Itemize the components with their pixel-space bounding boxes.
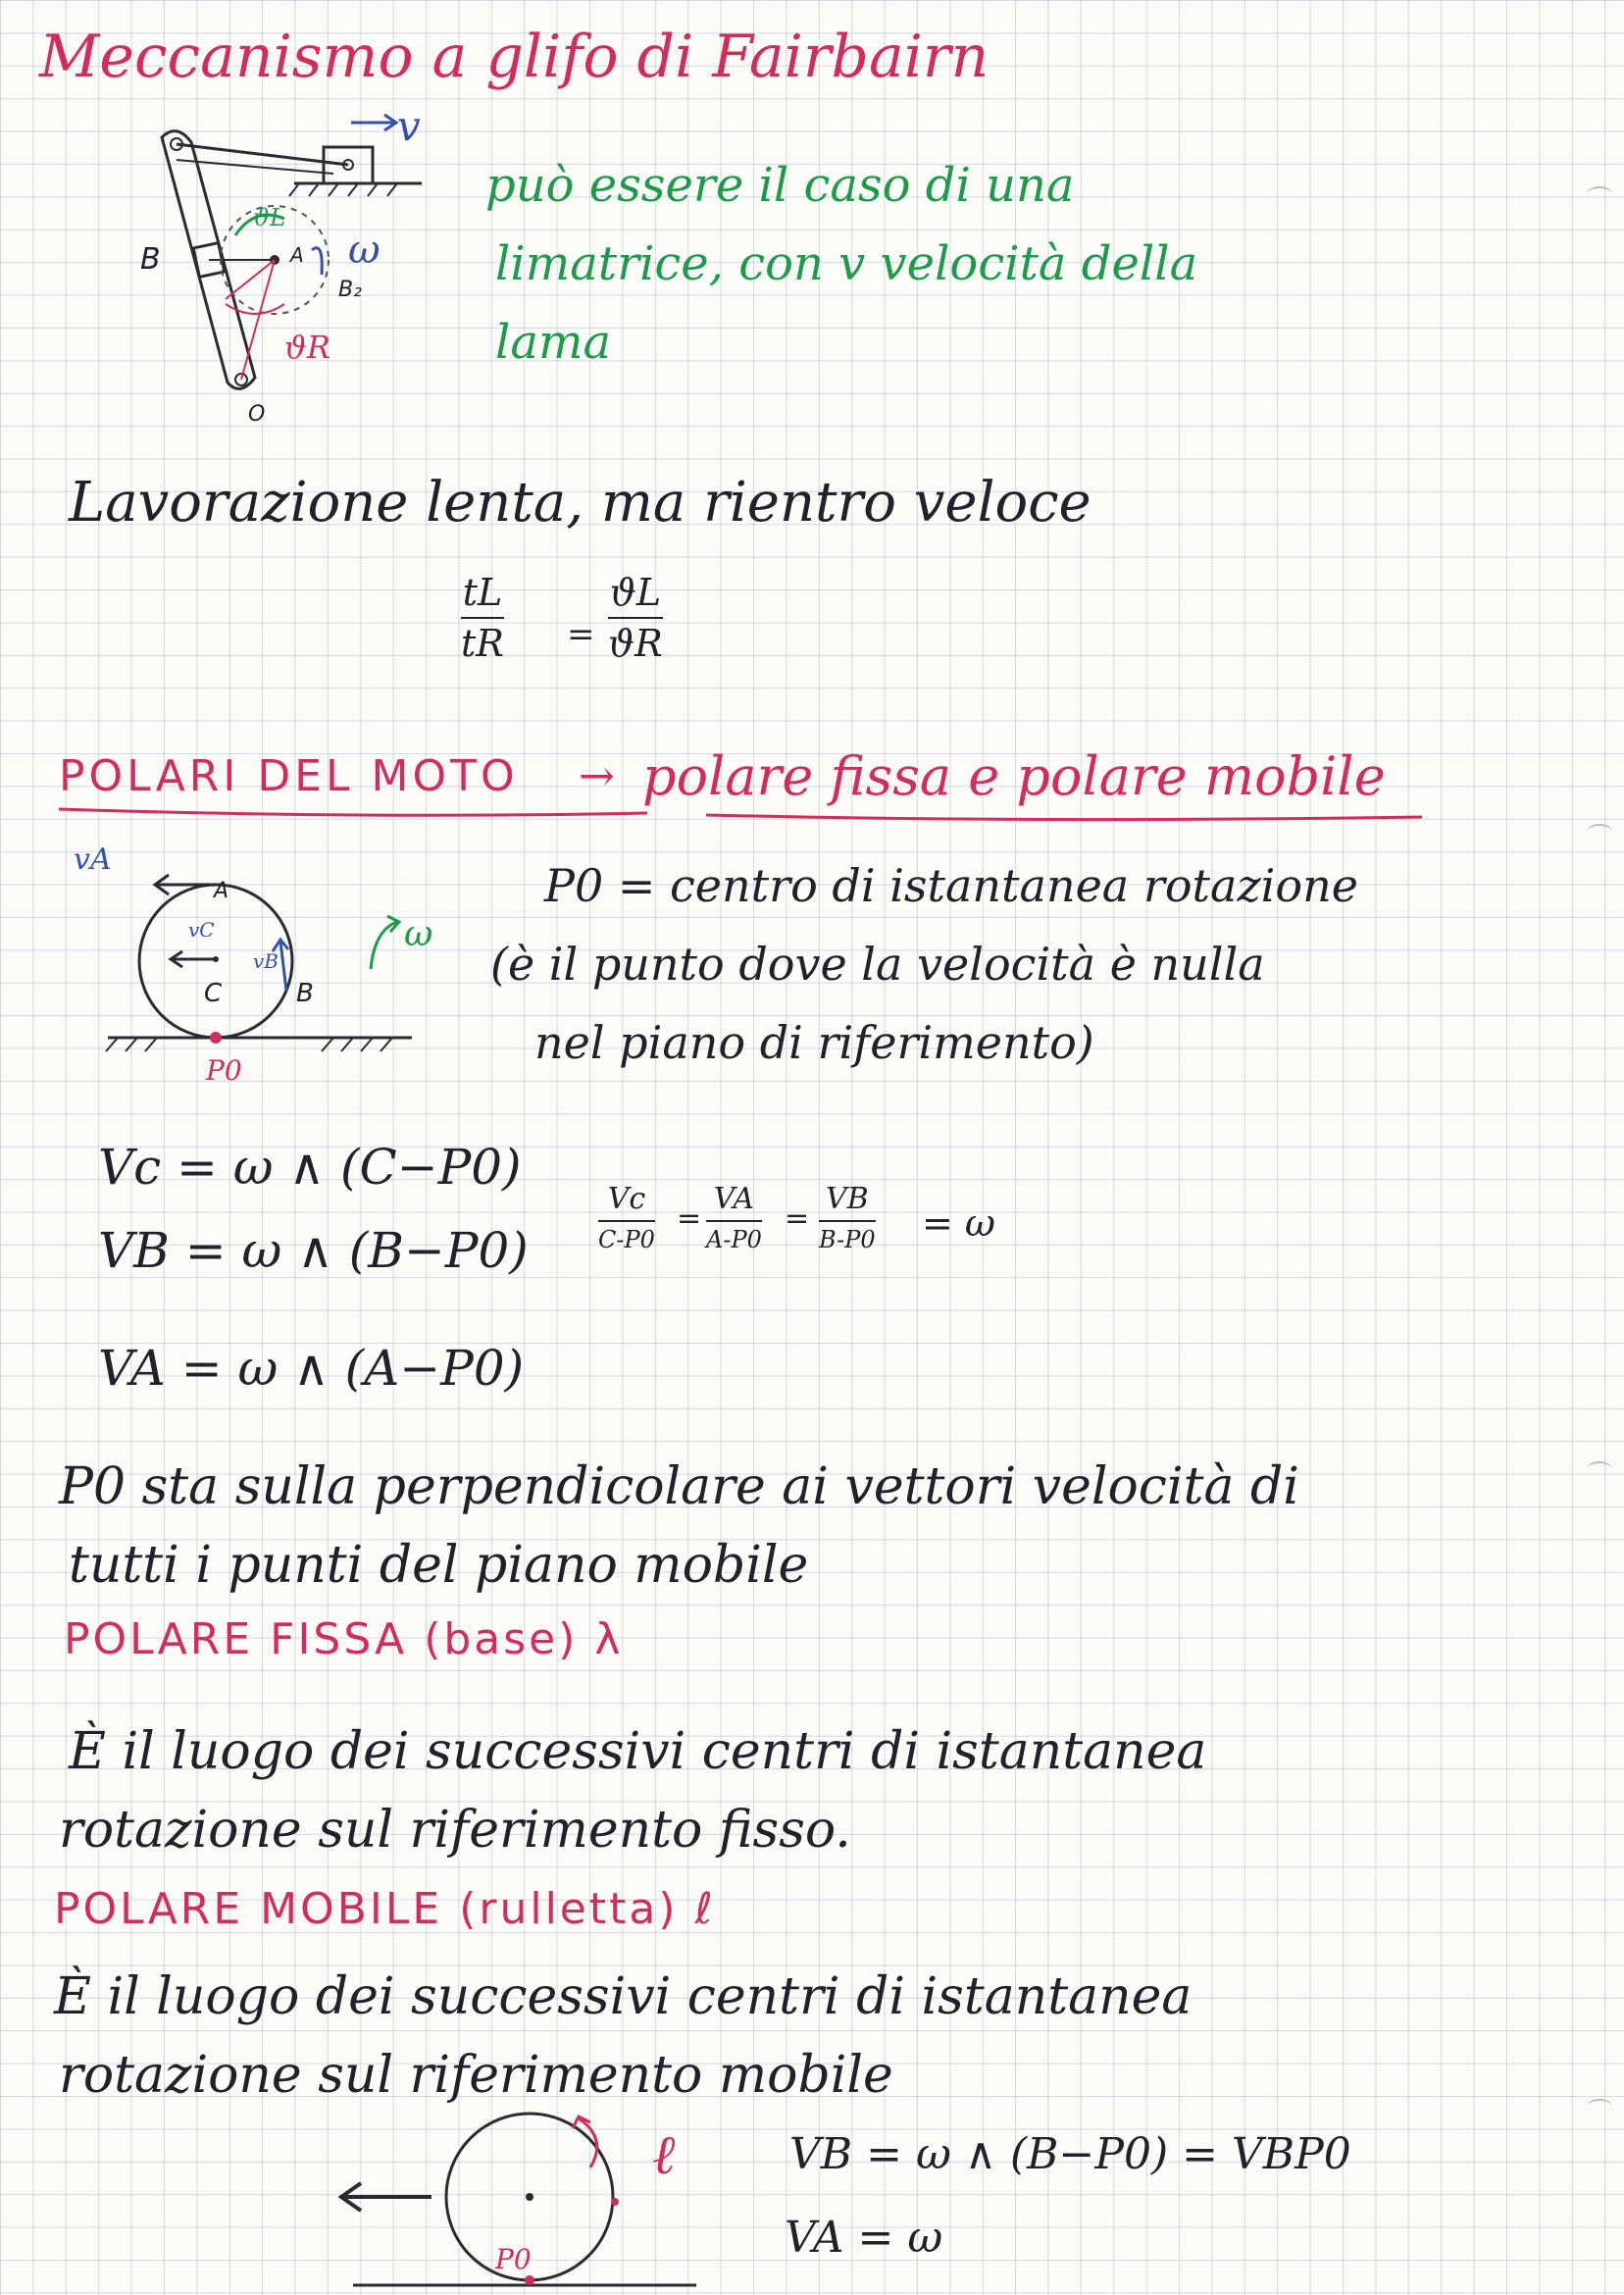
fig3-label-P0: P0 (495, 2243, 532, 2275)
ratio-va-num: VA (713, 1182, 755, 1216)
ratio-vb-den: B-P0 (819, 1226, 876, 1253)
theta-l: ϑL (609, 571, 662, 614)
para1-line-1: P0 sta sulla perpendicolare ai vettori velocità di (59, 1457, 1299, 1516)
fig3-equation-vb: VB = ω ∧ (B−P0) = VBP0 (789, 2129, 1351, 2179)
fig1-label-omega: ω (348, 228, 381, 273)
fig2-label-vA: vA (74, 842, 112, 877)
fig1-label-thetaL: ϑL (253, 204, 286, 231)
ratio-vc (598, 1182, 655, 1253)
polare-mobile-heading: POLARE MOBILE (rulletta) ℓ (54, 1884, 716, 1934)
margin-mark-3 (1587, 1461, 1612, 1477)
fig1-label-O: O (248, 402, 266, 427)
fig2-label-A: A (214, 879, 229, 903)
theta-r: ϑR (608, 622, 663, 665)
fig1-label-A: A (290, 243, 304, 267)
para1-line-2: tutti i punti del piano mobile (69, 1536, 809, 1595)
ratio-vb (819, 1182, 876, 1253)
time-ratio (461, 571, 504, 665)
page-title: Meccanismo a glifo di Fairbairn (39, 23, 990, 91)
ratio-vb-num: VB (825, 1182, 869, 1216)
fig1-label-thetaR: ϑR (284, 329, 330, 366)
ratio-va (706, 1182, 762, 1253)
fig2-label-omega: ω (404, 914, 433, 954)
p0-definition-line-2: (è il punto dove la velocità è nulla (490, 938, 1265, 991)
margin-mark-2 (1587, 824, 1612, 840)
ratio-tail: = ω (922, 1201, 995, 1245)
equation-va: VA = ω ∧ (A−P0) (98, 1340, 525, 1397)
fig2-label-vC: vC (188, 918, 215, 942)
margin-mark-1 (1587, 186, 1612, 202)
fig2-label-C: C (204, 979, 223, 1008)
heading-polare-fissa-mobile: polare fissa e polare mobile (642, 745, 1386, 807)
note-line-3: lama (495, 315, 612, 370)
t-r: tR (461, 622, 504, 665)
p0-definition-line-3: nel piano di riferimento) (534, 1016, 1094, 1069)
fig2-label-P0: P0 (206, 1054, 242, 1087)
heading-underline (59, 799, 1432, 829)
fig3-equation-va: VA = ω (785, 2213, 943, 2263)
para3-line-1: È il luogo dei successivi centri di istantanea (54, 1967, 1193, 2026)
para3-line-2: rotazione sul riferimento mobile (59, 2046, 893, 2105)
ratio-eq-2: = (785, 1201, 810, 1236)
ratio-eq-1: = (677, 1201, 702, 1236)
fig1-label-B2: B₂ (338, 278, 362, 302)
equation-vc: Vc = ω ∧ (C−P0) (98, 1139, 522, 1196)
ratio-vc-num: Vc (607, 1182, 646, 1216)
fig3-label-l: ℓ (652, 2123, 676, 2187)
ratio-equals: = (567, 615, 595, 654)
note-line-2: limatrice, con v velocità della (495, 236, 1198, 291)
fig1-label-v: v (397, 102, 421, 150)
note-line-1: può essere il caso di una (485, 158, 1075, 213)
t-l: tL (462, 571, 503, 614)
para2-line-1: È il luogo dei successivi centri di istantanea (69, 1722, 1207, 1781)
ratio-va-den: A-P0 (706, 1226, 762, 1253)
equation-vb: VB = ω ∧ (B−P0) (98, 1222, 529, 1279)
para2-line-2: rotazione sul riferimento fisso. (59, 1801, 851, 1860)
fig2-label-B: B (296, 979, 314, 1008)
ratio-vc-den: C-P0 (598, 1226, 655, 1253)
margin-mark-4 (1587, 2099, 1612, 2115)
angle-ratio (608, 571, 663, 665)
p0-definition-line-1: P0 = centro di istantanea rotazione (544, 859, 1358, 912)
slow-work-fast-return-text: Lavorazione lenta, ma rientro veloce (69, 471, 1091, 535)
heading-polari-del-moto: POLARI DEL MOTO (59, 751, 519, 801)
polare-fissa-heading: POLARE FISSA (base) λ (64, 1614, 624, 1664)
fig1-label-B: B (140, 242, 161, 277)
fairbairn-mechanism-diagram (137, 103, 549, 427)
fig2-label-vB: vB (253, 949, 279, 973)
heading-arrow: → (579, 751, 615, 801)
